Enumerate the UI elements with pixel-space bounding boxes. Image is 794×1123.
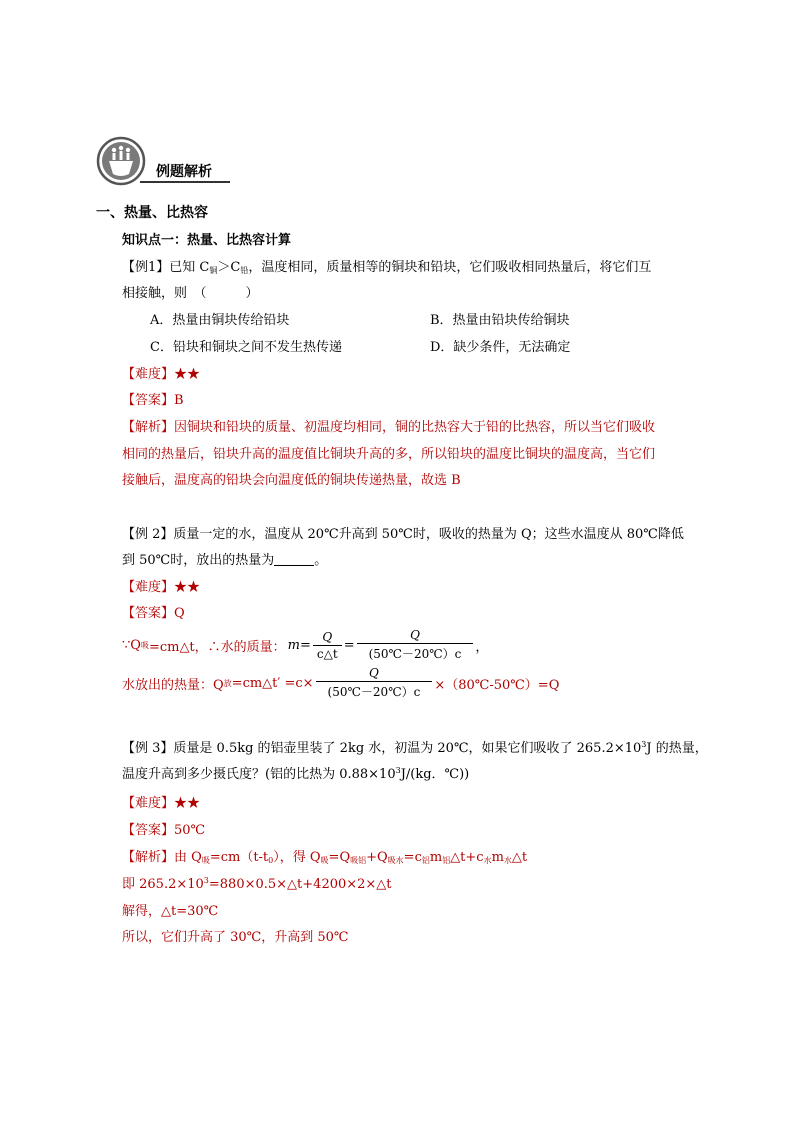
ex3-analysis-line1: 【解析】由 $Q_吸=cm(t-t_0)$，得 $Q_吸=Q_{吸铝}+Q_{吸水}=c_铝m_铝\triangle t+c_水m_水\triangle t$ xyxy=(122,850,528,865)
answer-blank xyxy=(274,553,314,566)
ex2-question-line2: 到 50℃时，放出的热量为 。 xyxy=(122,553,328,568)
ex1-analysis-line3: 接触后，温度高的铅块会向温度低的铜块传递热量，故选 B xyxy=(122,473,461,488)
section-header xyxy=(96,136,231,186)
fraction: $\frac{Q}{(50℃-20℃)c}$ xyxy=(316,666,433,700)
ex3-question-line1: 【例 3】质量是 0.5kg 的铝壶里装了 2kg 水，初温为 20℃，如果它们吸收了 $265.2\times 10^3J$ 的热量， xyxy=(122,740,708,756)
difficulty-stars: ★★ xyxy=(174,367,201,382)
header-title: 例题解析 xyxy=(156,164,212,180)
difficulty-stars: ★★ xyxy=(174,796,201,811)
ex2-difficulty: 【难度】★★ xyxy=(122,580,201,595)
ex2-question-line1: 【例 2】质量一定的水，温度从 20℃升高到 50℃时，吸收的热量为 Q；这些水温度从 80℃降低 xyxy=(122,527,684,542)
ex1-option-c: C．铅块和铜块之间不发生热传递 xyxy=(150,340,342,355)
ex1-tag: 【例1】 xyxy=(122,260,170,275)
ex1-option-d: D．缺少条件，无法确定 xyxy=(430,340,571,355)
ex2-formula-2: 水放出的热量：Q 放 =cm△t′ =c× $\frac{Q}{(50℃-20℃)c}$ ×（80℃-50℃）=Q xyxy=(122,666,560,699)
ex1-option-b: B．热量由铅块传给铜块 xyxy=(430,313,570,328)
difficulty-stars: ★★ xyxy=(174,580,201,595)
ex3-analysis-line4: 所以，它们升高了 30℃，升高到 50℃ xyxy=(122,930,349,945)
section-title: 一、热量、比热容 xyxy=(96,205,208,221)
ex2-formula-1: ∵Q 吸 =cm△t，∴水的质量： m = $\frac{Q}{c\triangle t}$ = $\frac{Q}{(50℃-20℃)c}$ ， xyxy=(122,628,489,661)
ex1-question-line2: 相接触，则 （ ） xyxy=(122,286,259,301)
example-badge-icon xyxy=(96,136,146,186)
ex3-analysis-line2: 即 $265.2\times 10^3=880\times 0.5\times\triangle t+4200\times 2\times\triangle t$ xyxy=(122,876,392,892)
ex3-analysis-line3: 解得，△t=30℃ xyxy=(122,904,219,919)
ex3-difficulty: 【难度】★★ xyxy=(122,796,201,811)
ex2-tag: 【例 2】 xyxy=(122,527,174,542)
ex2-answer: 【答案】Q xyxy=(122,606,185,621)
ex1-analysis-line1: 【解析】因铜块和铅块的质量、初温度均相同，铜的比热容大于铅的比热容，所以当它们吸收 xyxy=(122,420,656,435)
ex1-analysis-line2: 相同的热量后，铅块升高的温度值比铜块升高的多，所以铅块的温度比铜块的温度高，当它们 xyxy=(122,447,656,462)
ex3-question-line2: 温度升高到多少摄氏度？(铝的比热为 $0.88\times 10^3J/(kg$．℃)) xyxy=(122,766,470,782)
header-underline xyxy=(140,181,230,183)
knowledge-point: 知识点一：热量、比热容计算 xyxy=(122,233,292,248)
ex3-tag: 【例 3】 xyxy=(122,741,174,756)
ex1-answer: 【答案】B xyxy=(122,393,184,408)
fraction: $\frac{Q}{c\triangle t}$ xyxy=(313,630,342,661)
ex1-difficulty: 【难度】★★ xyxy=(122,367,201,382)
ex3-answer: 【答案】50℃ xyxy=(122,823,206,838)
ex1-option-a: A．热量由铜块传给铅块 xyxy=(150,313,290,328)
fraction: $\frac{Q}{(50℃-20℃)c}$ xyxy=(357,628,474,662)
ex1-question-line1: 【例1】已知 $C_铜>C_铅$，温度相同，质量相等的铜块和铅块，它们吸收相同热量后，将它们互 xyxy=(122,260,652,275)
